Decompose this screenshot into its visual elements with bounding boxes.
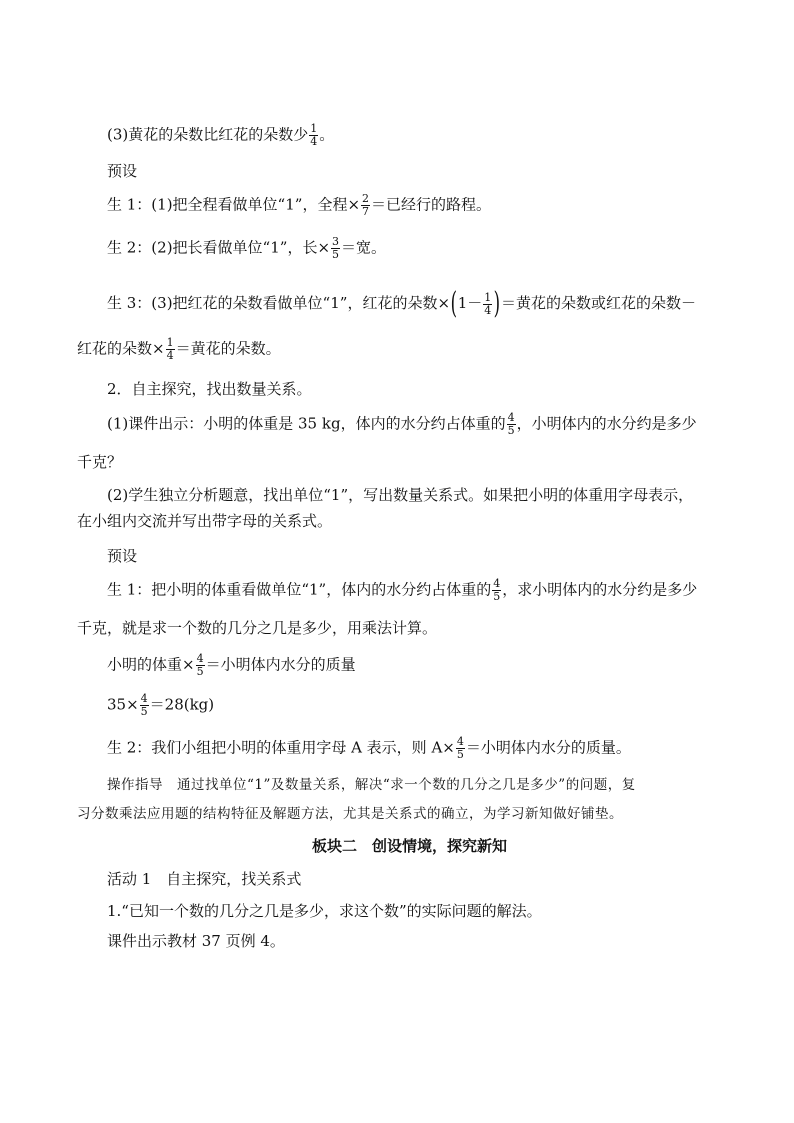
fraction: $\frac{4}{5}$ <box>507 411 515 437</box>
line-student-1b: 生 1：把小明的体重看做单位“1”，体内的水分约占体重的 $\frac{4}{5}$ ，求小明体内的水分约是多少 <box>107 577 698 603</box>
fraction: $\frac{1}{4}$ <box>484 290 492 317</box>
line-problem: (1)课件出示：小明的体重是 35 kg，体内的水分约占体重的 $\frac{4}{5}$ ，小明体内的水分约是多少 <box>107 411 697 437</box>
section-heading-2: 2．自主探究，找出数量关系。 <box>107 380 312 398</box>
fraction: $\frac{4}{5}$ <box>493 577 501 603</box>
paren-open: ( <box>450 286 458 321</box>
module-heading: 板块二 创设情境，探究新知 <box>312 837 508 855</box>
label-preset-2: 预设 <box>107 547 138 565</box>
operation-guide-cont: 习分数乘法应用题的结构特征及解题方法，尤其是关系式的确立，为学习新知做好铺垫。 <box>77 806 623 822</box>
line-relation: 小明的体重× $\frac{4}{5}$ ＝小明体内水分的质量 <box>107 652 356 678</box>
line-courseware: 课件出示教材 37 页例 4。 <box>107 932 285 950</box>
line-method: 1.“已知一个数的几分之几是多少，求这个数”的实际问题的解法。 <box>107 902 542 920</box>
fraction: $\frac{4}{5}$ <box>140 692 148 718</box>
line-student-2: 生 2：(2)把长看做单位“1”，长× $\frac{3}{5}$ ＝宽。 <box>107 235 387 261</box>
text: (3)黄花的朵数比红花的朵数少 <box>107 125 309 144</box>
line-student-3-cont: 红花的朵数× $\frac{1}{4}$ ＝黄花的朵数。 <box>77 336 281 362</box>
fraction: $\frac{1}{4}$ <box>166 336 174 362</box>
line-calculation: 35× $\frac{4}{5}$ ＝28(kg) <box>107 692 215 718</box>
line-student-2b: 生 2：我们小组把小明的体重用字母 A 表示，则 A× $\frac{4}{5}$ ＝小明体内水分的质量。 <box>107 735 631 761</box>
operation-guide: 操作指导 通过找单位“1”及数量关系，解决“求一个数的几分之几是多少”的问题，复 <box>107 777 636 793</box>
line-student-1b-cont: 千克，就是求一个数的几分之几是多少，用乘法计算。 <box>77 619 438 637</box>
line-problem-cont: 千克？ <box>77 453 123 471</box>
line-student-1: 生 1：(1)把全程看做单位“1”，全程× $\frac{2}{7}$ ＝已经行的路程。 <box>107 192 492 218</box>
fraction: $\frac{4}{5}$ <box>456 735 464 761</box>
line-student-3: 生 3：(3)把红花的朵数看做单位“1”，红花的朵数×(1－ $\frac{1}{4}$ )＝黄花的朵数或红花的朵数－ <box>107 286 697 321</box>
line-yellow-flowers-fewer: (3)黄花的朵数比红花的朵数少 $\frac{1}{4}$ 。 <box>107 122 335 148</box>
paren-close: ) <box>493 286 501 321</box>
line-instruction-cont: 在小组内交流并写出带字母的关系式。 <box>77 512 333 530</box>
fraction: $\frac{4}{5}$ <box>196 652 204 678</box>
activity-heading: 活动 1 自主探究，找关系式 <box>107 870 302 888</box>
fraction: $\frac{2}{7}$ <box>362 192 370 218</box>
label-preset: 预设 <box>107 162 138 180</box>
fraction: $\frac{1}{4}$ <box>310 122 318 148</box>
fraction: $\frac{3}{5}$ <box>332 235 340 261</box>
line-instruction: (2)学生独立分析题意，找出单位“1”，写出数量关系式。如果把小明的体重用字母表示， <box>107 486 694 504</box>
